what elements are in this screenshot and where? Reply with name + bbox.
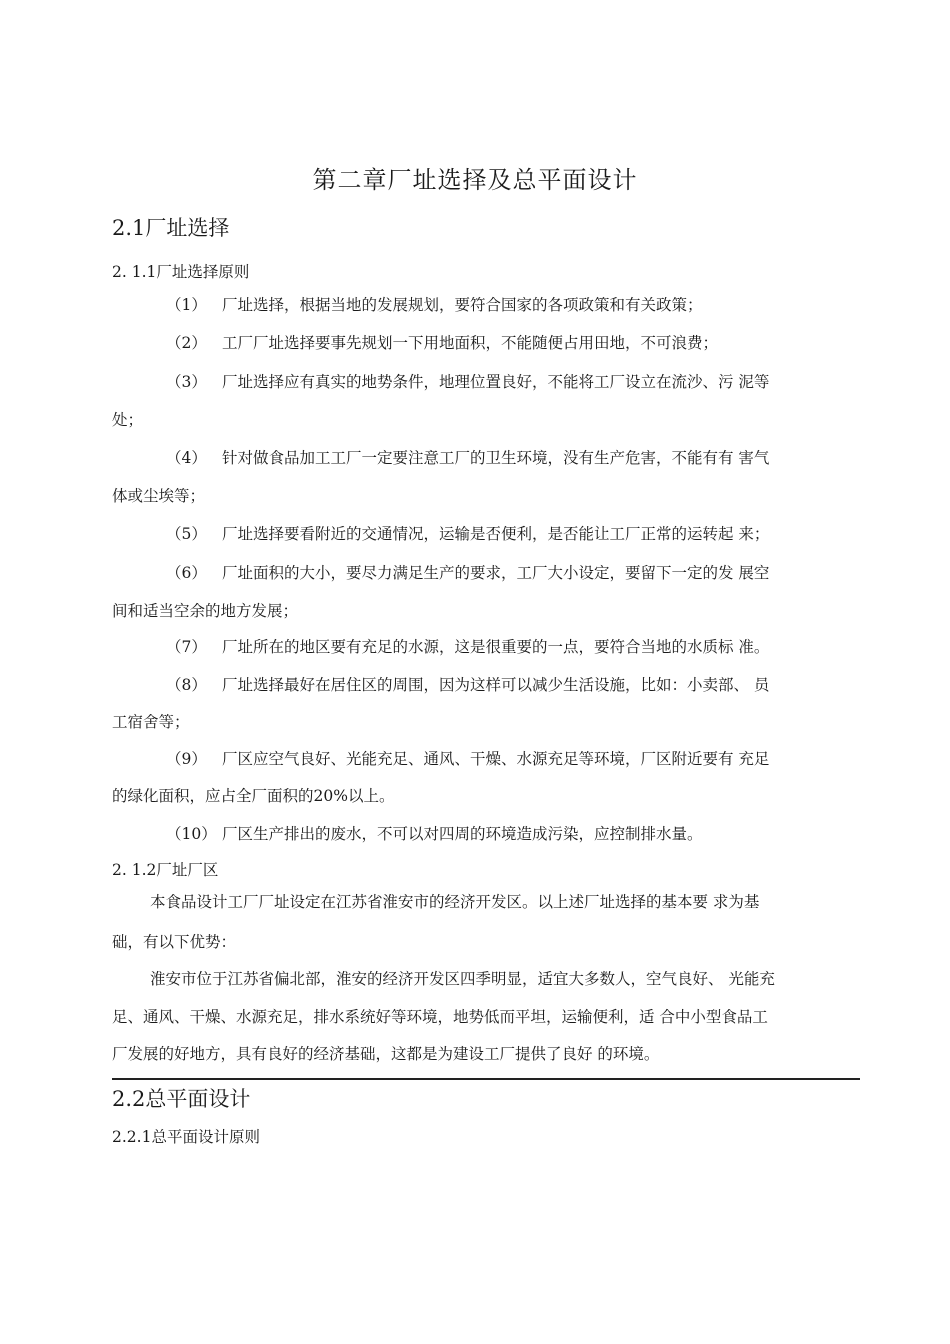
list-item-continuation: 体或尘埃等； <box>112 487 206 505</box>
list-item-continuation: 的绿化面积，应占全厂面积的20%以上。 <box>112 787 395 805</box>
list-item-number: （8） <box>166 676 207 694</box>
list-item <box>112 363 850 401</box>
list-item <box>112 324 850 362</box>
list-item-number: （7） <box>166 638 207 656</box>
list-item-text: 厂址选择，根据当地的发展规划，要符合国家的各项政策和有关政策； <box>222 296 703 314</box>
list-item-number: （1） <box>166 296 207 314</box>
list-item-text: 针对做食品加工工厂一定要注意工厂的卫生环境，没有生产危害，不能有有 害气 <box>222 449 770 467</box>
list-item-continuation: 工宿舍等； <box>112 713 190 731</box>
subsection-heading-2-1-1: 2. 1.1厂址选择原则 <box>112 263 250 281</box>
list-item-text: 厂区生产排出的废水，不可以对四周的环境造成污染，应控制排水量。 <box>222 825 703 843</box>
paragraph-line: 淮安市位于江苏省偏北部，淮安的经济开发区四季明显，适宜大多数人，空气良好、 光能充 <box>150 970 775 988</box>
list-item <box>112 554 850 592</box>
list-item <box>112 740 850 778</box>
chapter-title: 第二章厂址选择及总平面设计 <box>312 166 638 194</box>
paragraph-line: 厂发展的好地方，具有良好的经济基础，这都是为建设工厂提供了良好 的环境。 <box>112 1045 660 1063</box>
list-item-text: 厂址选择最好在居住区的周围，因为这样可以减少生活设施，比如：小卖部、 员 <box>222 676 770 694</box>
list-item-text: 厂区应空气良好、光能充足、通风、干燥、水源充足等环境，厂区附近要有 充足 <box>222 750 770 768</box>
list-item-text: 厂址所在的地区要有充足的水源，这是很重要的一点，要符合当地的水质标 准。 <box>222 638 770 656</box>
list-item-text: 工厂厂址选择要事先规划一下用地面积，不能随便占用田地，不可浪费； <box>222 334 719 352</box>
list-item <box>112 515 850 553</box>
list-item-number: （2） <box>166 334 207 352</box>
subsection-heading-2-2-1: 2.2.1总平面设计原则 <box>112 1128 260 1146</box>
list-item-continuation: 处； <box>112 411 144 429</box>
section-heading-2-2: 2.2总平面设计 <box>112 1087 251 1111</box>
list-item <box>112 666 850 704</box>
paragraph-line: 本食品设计工厂厂址设定在江苏省淮安市的经济开发区。以上述厂址选择的基本要 求为基 <box>150 893 760 911</box>
list-item-text: 厂址选择应有真实的地势条件，地理位置良好，不能将工厂设立在流沙、污 泥等 <box>222 373 770 391</box>
list-item-number: （10） <box>166 825 217 843</box>
list-item <box>112 286 850 324</box>
subsection-heading-2-1-2: 2. 1.2厂址厂区 <box>112 861 219 879</box>
list-item-number: （6） <box>166 564 207 582</box>
list-item-text: 厂址选择要看附近的交通情况，运输是否便利，是否能让工厂正常的运转起 来； <box>222 525 770 543</box>
list-item-text: 厂址面积的大小，要尽力满足生产的要求，工厂大小设定，要留下一定的发 展空 <box>222 564 770 582</box>
list-item-continuation: 间和适当空余的地方发展； <box>112 602 299 620</box>
list-item-number: （9） <box>166 750 207 768</box>
list-item-number: （5） <box>166 525 207 543</box>
section-divider <box>112 1078 860 1080</box>
section-heading-2-1: 2.1厂址选择 <box>112 216 230 240</box>
list-item-number: （4） <box>166 449 207 467</box>
list-item <box>112 815 850 853</box>
list-item-number: （3） <box>166 373 207 391</box>
paragraph-line: 足、通风、干燥、水源充足，排水系统好等环境，地势低而平坦，运输便利，适 合中小型食品工 <box>112 1008 768 1026</box>
list-item <box>112 439 850 477</box>
list-item <box>112 628 850 666</box>
paragraph-line: 础，有以下优势： <box>112 933 237 951</box>
